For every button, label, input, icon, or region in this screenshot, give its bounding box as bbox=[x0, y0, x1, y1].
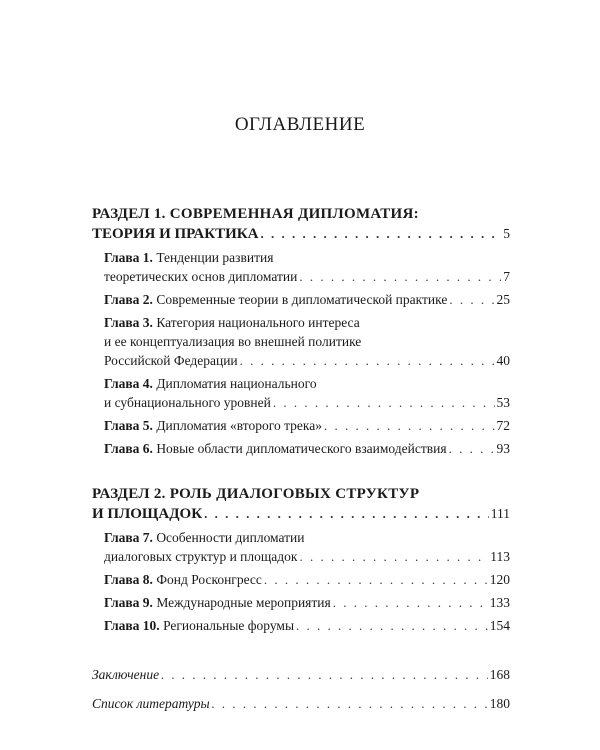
chapter-prefix: Глава 5. bbox=[104, 418, 153, 433]
chapter-title-line: Современные теории в дипломатической практике bbox=[156, 292, 448, 307]
chapter-8[interactable] bbox=[104, 570, 510, 589]
chapter-title-line: Российской Федерации bbox=[104, 353, 238, 368]
chapter-title-line: и субнационального уровней bbox=[104, 395, 271, 410]
dot-leader bbox=[161, 665, 488, 684]
table-of-contents bbox=[92, 204, 510, 713]
dot-leader bbox=[299, 267, 501, 286]
dot-leader bbox=[261, 224, 502, 244]
chapter-title-line: и ее концептуализация во внешней политике bbox=[104, 334, 362, 349]
chapter-title-line: Категория национального интереса bbox=[156, 315, 360, 330]
page-number: 113 bbox=[490, 549, 510, 564]
chapter-title-line: Фонд Росконгресс bbox=[156, 572, 262, 587]
page-number: 53 bbox=[496, 395, 510, 410]
conclusion-entry[interactable] bbox=[92, 665, 510, 684]
chapter-prefix: Глава 8. bbox=[104, 572, 153, 587]
page-number: 25 bbox=[496, 292, 510, 307]
page-number: 168 bbox=[489, 667, 510, 682]
chapter-title-line: Тенденции развития bbox=[156, 250, 274, 265]
page-number: 180 bbox=[489, 696, 510, 711]
section-title-line: РАЗДЕЛ 1. СОВРЕМЕННАЯ ДИПЛОМАТИЯ: bbox=[92, 206, 419, 222]
bibliography-entry[interactable] bbox=[92, 694, 510, 713]
page-number: 7 bbox=[503, 269, 510, 284]
chapter-5[interactable] bbox=[104, 416, 510, 435]
chapter-prefix: Глава 6. bbox=[104, 441, 153, 456]
section-1 bbox=[92, 204, 510, 458]
chapter-title-line: Дипломатия национального bbox=[156, 376, 317, 391]
dot-leader bbox=[240, 351, 495, 370]
dot-leader bbox=[212, 694, 488, 713]
page-number: 93 bbox=[496, 441, 510, 456]
chapter-prefix: Глава 9. bbox=[104, 595, 153, 610]
section-2 bbox=[92, 484, 510, 635]
chapter-prefix: Глава 2. bbox=[104, 292, 153, 307]
chapter-title-line: диалоговых структур и площадок bbox=[104, 549, 298, 564]
chapter-4[interactable] bbox=[104, 374, 510, 412]
section-title-label: ТЕОРИЯ И ПРАКТИКА bbox=[92, 226, 259, 242]
dot-leader bbox=[449, 290, 494, 309]
page-title: ОГЛАВЛЕНИЕ bbox=[234, 114, 366, 135]
page-number: 111 bbox=[490, 506, 510, 521]
chapter-6[interactable] bbox=[104, 439, 510, 458]
page-number: 72 bbox=[496, 418, 510, 433]
chapter-title-line: Новые области дипломатического взаимодействия bbox=[156, 441, 447, 456]
chapter-prefix: Глава 3. bbox=[104, 315, 153, 330]
dot-leader bbox=[296, 616, 488, 635]
chapter-9[interactable] bbox=[104, 593, 510, 612]
section-title-row[interactable] bbox=[92, 224, 510, 244]
page-number: 5 bbox=[503, 226, 510, 241]
page-number: 133 bbox=[489, 595, 510, 610]
section-title-row[interactable] bbox=[92, 504, 510, 524]
entry-label: Заключение bbox=[92, 667, 160, 682]
chapter-3[interactable] bbox=[104, 313, 510, 370]
dot-leader bbox=[273, 393, 495, 412]
chapter-10[interactable] bbox=[104, 616, 510, 635]
chapter-prefix: Глава 1. bbox=[104, 250, 153, 265]
chapter-title-line: Международные мероприятия bbox=[156, 595, 331, 610]
chapter-7[interactable] bbox=[104, 528, 510, 566]
entry-label: Список литературы bbox=[92, 696, 210, 711]
section-title-label: И ПЛОЩАДОК bbox=[92, 506, 203, 522]
chapter-prefix: Глава 10. bbox=[104, 618, 160, 633]
chapter-prefix: Глава 7. bbox=[104, 530, 153, 545]
chapter-title-line: теоретических основ дипломатии bbox=[104, 269, 298, 284]
dot-leader bbox=[299, 547, 488, 566]
chapter-title-line: Особенности дипломатии bbox=[156, 530, 305, 545]
dot-leader bbox=[333, 593, 488, 612]
chapter-1[interactable] bbox=[104, 248, 510, 286]
section-title-line: РАЗДЕЛ 2. РОЛЬ ДИАЛОГОВЫХ СТРУКТУР bbox=[92, 486, 420, 502]
dot-leader bbox=[324, 416, 495, 435]
dot-leader bbox=[264, 570, 488, 589]
page-number: 154 bbox=[489, 618, 510, 633]
chapter-2[interactable] bbox=[104, 290, 510, 309]
page-number: 40 bbox=[496, 353, 510, 368]
chapter-title-line: Региональные форумы bbox=[163, 618, 295, 633]
page-number: 120 bbox=[489, 572, 510, 587]
chapter-title-line: Дипломатия «второго трека» bbox=[156, 418, 322, 433]
dot-leader bbox=[204, 504, 489, 524]
dot-leader bbox=[449, 439, 495, 458]
chapter-prefix: Глава 4. bbox=[104, 376, 153, 391]
